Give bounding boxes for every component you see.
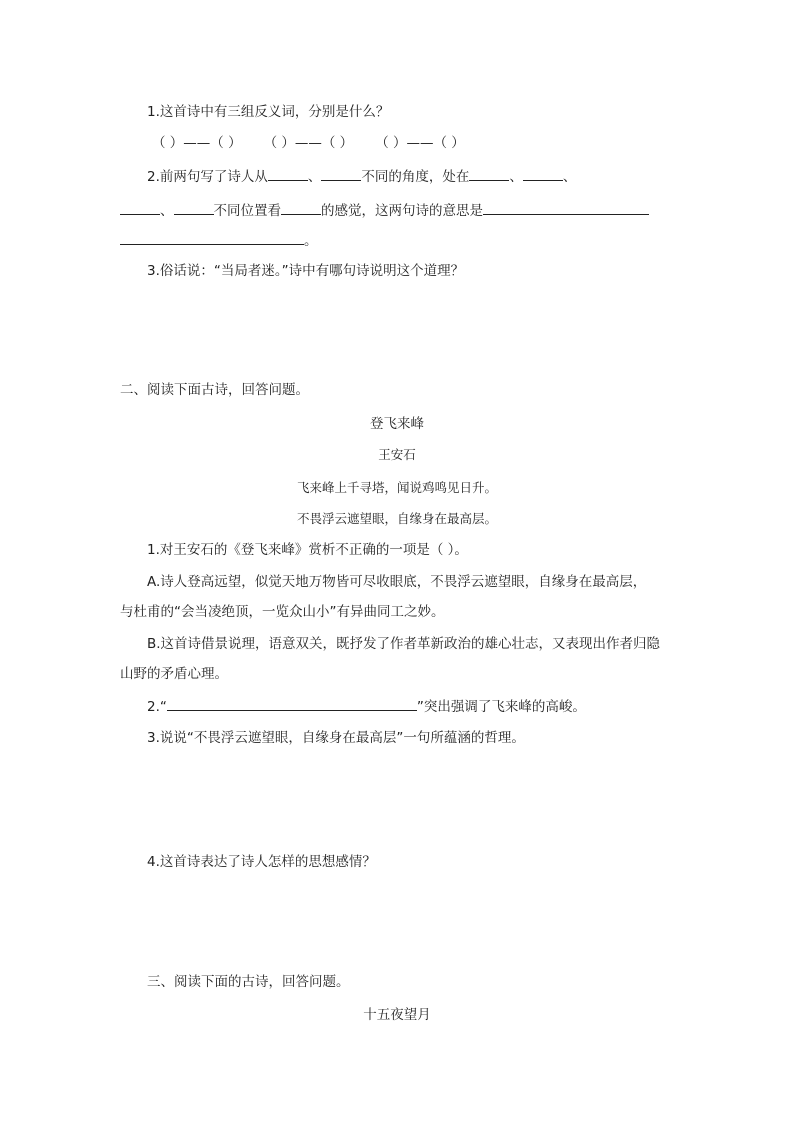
question-2-1: 1.对王安石的《登飞来峰》赏析不正确的一项是（ ）。 xyxy=(147,542,468,558)
question-1-1: 1.这首诗中有三组反义词，分别是什么？ xyxy=(147,104,390,120)
section-3-heading: 三、阅读下面的古诗，回答问题。 xyxy=(147,974,350,990)
q2-text-a: 2.前两句写了诗人从 xyxy=(147,169,268,185)
q2-text-h: 的感觉，这两句诗的意思是 xyxy=(321,203,483,219)
q2-text-d: 、 xyxy=(509,169,523,185)
option-a-line1: A.诗人登高远望，似觉天地万物皆可尽收眼底，不畏浮云遮望眼，自缘身在最高层， xyxy=(147,574,647,590)
fill-blank[interactable] xyxy=(281,200,321,215)
option-b-line2: 山野的矛盾心理。 xyxy=(120,666,228,682)
antonym-pairs xyxy=(152,133,465,153)
fill-blank[interactable] xyxy=(174,200,214,215)
q2-text-g: 不同位置看 xyxy=(213,203,281,219)
fill-blank[interactable] xyxy=(268,166,308,181)
option-a-line2: 与杜甫的“会当凌绝顶，一览众山小”有异曲同工之妙。 xyxy=(120,604,445,620)
antonym-pair-2: （ ）——（ ） xyxy=(263,135,354,151)
poem-title-2: 十五夜望月 xyxy=(363,1007,431,1023)
q2-text-e: 、 xyxy=(562,169,577,185)
question-2-3: 3.说说“不畏浮云遮望眼，自缘身在最高层”一句所蕴涵的哲理。 xyxy=(147,730,525,746)
fill-blank[interactable] xyxy=(120,200,160,215)
poem-line-1: 飞来峰上千寻塔，闻说鸡鸣见日升。 xyxy=(296,480,497,495)
poem-title: 登飞来峰 xyxy=(370,416,424,432)
q2-text-c: 不同的角度，处在 xyxy=(361,169,470,185)
fill-blank[interactable] xyxy=(321,166,361,181)
question-1-2-line3 xyxy=(120,230,318,251)
option-b-line1: B.这首诗借景说理，语意双关，既抒发了作者革新政治的雄心壮志，又表现出作者归隐 xyxy=(147,636,661,652)
fill-blank-long[interactable] xyxy=(120,230,304,245)
fill-blank[interactable] xyxy=(523,166,563,181)
question-2-2 xyxy=(147,696,586,717)
question-1-2-line2 xyxy=(120,200,649,221)
fill-blank-long[interactable] xyxy=(167,696,417,711)
fill-blank-long[interactable] xyxy=(483,200,649,215)
antonym-pair-3: （ ）——（ ） xyxy=(375,135,465,151)
question-1-3: 3.俗话说：“当局者迷。”诗中有哪句诗说明这个道理？ xyxy=(147,263,465,279)
poem-author: 王安石 xyxy=(378,447,416,462)
poem-line-2: 不畏浮云遮望眼，自缘身在最高层。 xyxy=(296,511,497,526)
section-2-heading: 二、阅读下面古诗，回答问题。 xyxy=(120,382,309,398)
fill-blank[interactable] xyxy=(469,166,509,181)
question-2-4: 4.这首诗表达了诗人怎样的思想感情？ xyxy=(147,854,376,870)
q2-2-suffix: ”突出强调了飞来峰的高峻。 xyxy=(416,699,586,715)
q2-text-f: 、 xyxy=(160,203,174,219)
q2-2-prefix: 2.“ xyxy=(147,699,167,715)
q2-end: 。 xyxy=(304,233,318,249)
question-1-2-line1 xyxy=(147,166,576,187)
q2-text-b: 、 xyxy=(307,169,322,185)
antonym-pair-1: （ ）——（ ） xyxy=(152,135,242,151)
